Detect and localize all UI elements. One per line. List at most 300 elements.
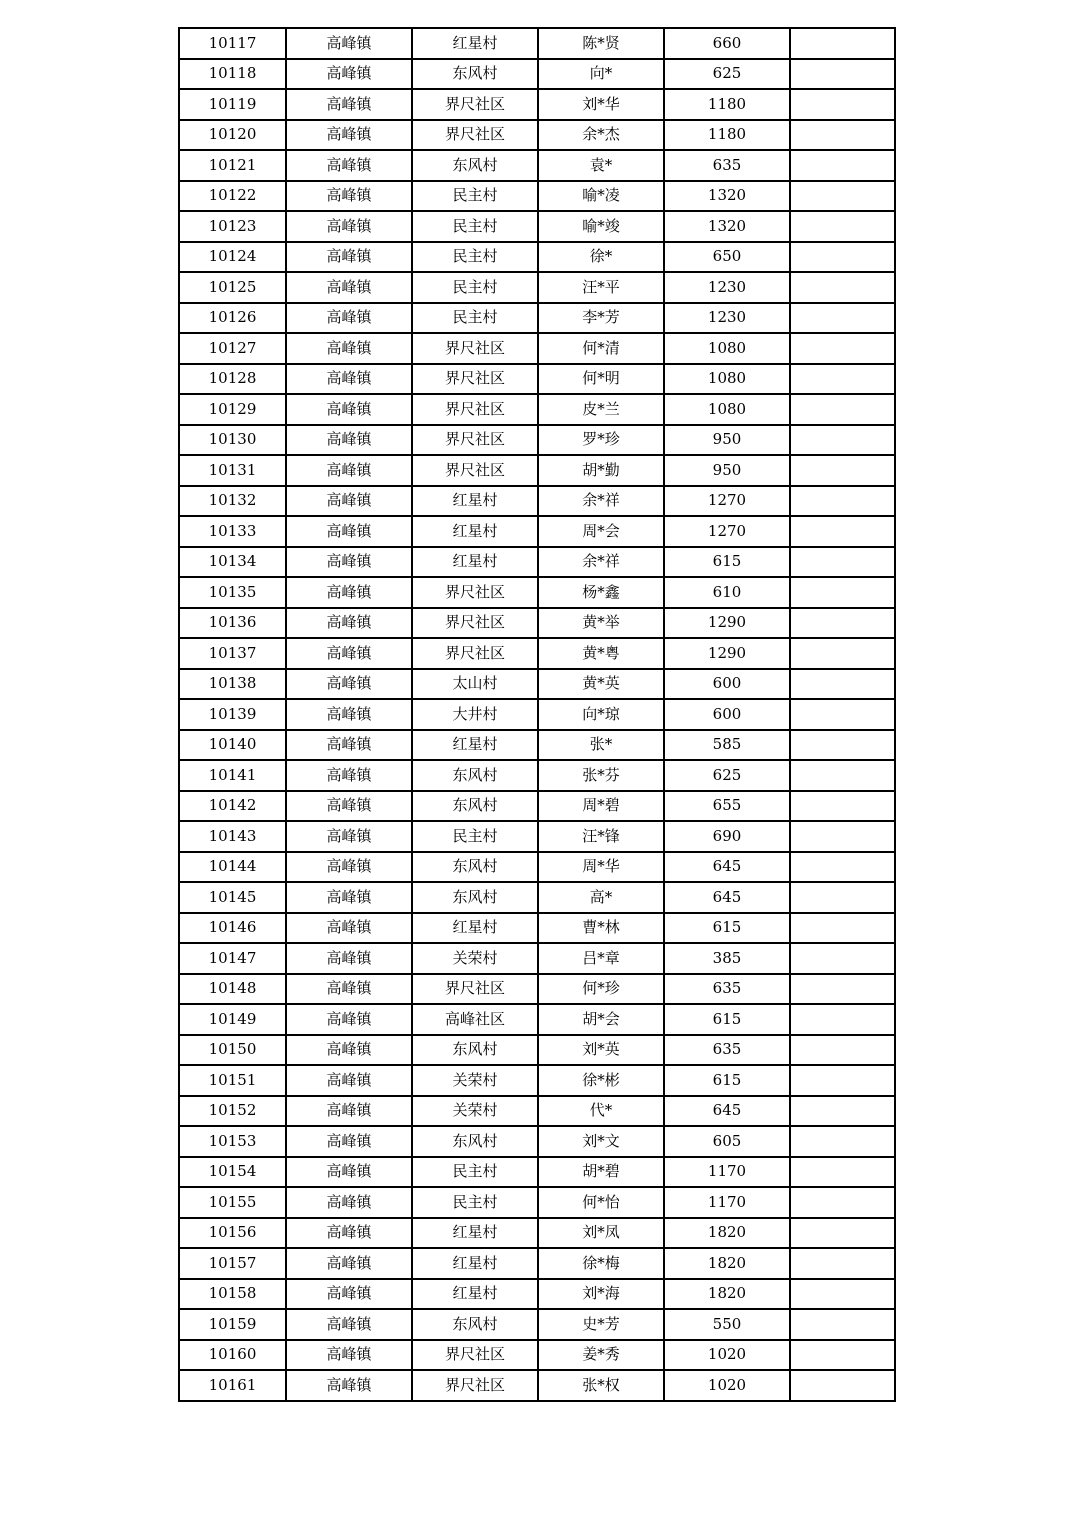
village-cell: 界尺社区 <box>412 638 538 669</box>
table-row <box>179 943 895 974</box>
name-cell: 周*华 <box>538 852 664 883</box>
note-cell <box>790 1340 895 1371</box>
village-cell: 界尺社区 <box>412 974 538 1005</box>
note-cell <box>790 28 895 59</box>
id-cell: 10119 <box>179 89 286 120</box>
name-cell: 刘*华 <box>538 89 664 120</box>
record-table <box>178 27 896 1402</box>
name-cell: 胡*会 <box>538 1004 664 1035</box>
note-cell <box>790 1248 895 1279</box>
note-cell <box>790 1096 895 1127</box>
town-cell: 高峰镇 <box>286 852 412 883</box>
note-cell <box>790 852 895 883</box>
name-cell: 刘*文 <box>538 1126 664 1157</box>
village-cell: 界尺社区 <box>412 608 538 639</box>
table-row <box>179 1035 895 1066</box>
amount-cell: 635 <box>664 150 790 181</box>
town-cell: 高峰镇 <box>286 120 412 151</box>
amount-cell: 1170 <box>664 1157 790 1188</box>
table-row <box>179 730 895 761</box>
name-cell: 刘*英 <box>538 1035 664 1066</box>
town-cell: 高峰镇 <box>286 882 412 913</box>
note-cell <box>790 608 895 639</box>
village-cell: 民主村 <box>412 242 538 273</box>
note-cell <box>790 394 895 425</box>
amount-cell: 1290 <box>664 608 790 639</box>
name-cell: 杨*鑫 <box>538 577 664 608</box>
village-cell: 界尺社区 <box>412 89 538 120</box>
amount-cell: 950 <box>664 455 790 486</box>
note-cell <box>790 791 895 822</box>
village-cell: 红星村 <box>412 516 538 547</box>
town-cell: 高峰镇 <box>286 1309 412 1340</box>
village-cell: 界尺社区 <box>412 1340 538 1371</box>
note-cell <box>790 455 895 486</box>
town-cell: 高峰镇 <box>286 59 412 90</box>
town-cell: 高峰镇 <box>286 577 412 608</box>
amount-cell: 615 <box>664 1065 790 1096</box>
id-cell: 10150 <box>179 1035 286 1066</box>
amount-cell: 1180 <box>664 89 790 120</box>
id-cell: 10140 <box>179 730 286 761</box>
table-row <box>179 1157 895 1188</box>
table-row <box>179 242 895 273</box>
village-cell: 红星村 <box>412 486 538 517</box>
village-cell: 关荣村 <box>412 1065 538 1096</box>
id-cell: 10135 <box>179 577 286 608</box>
note-cell <box>790 943 895 974</box>
note-cell <box>790 1187 895 1218</box>
town-cell: 高峰镇 <box>286 1279 412 1310</box>
village-cell: 红星村 <box>412 1218 538 1249</box>
table-row <box>179 272 895 303</box>
town-cell: 高峰镇 <box>286 760 412 791</box>
note-cell <box>790 1309 895 1340</box>
amount-cell: 600 <box>664 699 790 730</box>
table-row <box>179 486 895 517</box>
name-cell: 吕*章 <box>538 943 664 974</box>
id-cell: 10121 <box>179 150 286 181</box>
amount-cell: 645 <box>664 882 790 913</box>
name-cell: 张*权 <box>538 1370 664 1401</box>
town-cell: 高峰镇 <box>286 1035 412 1066</box>
table-row <box>179 1279 895 1310</box>
note-cell <box>790 1279 895 1310</box>
table-row <box>179 303 895 334</box>
note-cell <box>790 547 895 578</box>
amount-cell: 550 <box>664 1309 790 1340</box>
amount-cell: 1170 <box>664 1187 790 1218</box>
name-cell: 张*芬 <box>538 760 664 791</box>
name-cell: 曹*林 <box>538 913 664 944</box>
amount-cell: 610 <box>664 577 790 608</box>
village-cell: 民主村 <box>412 211 538 242</box>
town-cell: 高峰镇 <box>286 28 412 59</box>
village-cell: 东风村 <box>412 852 538 883</box>
note-cell <box>790 1218 895 1249</box>
village-cell: 民主村 <box>412 821 538 852</box>
note-cell <box>790 882 895 913</box>
name-cell: 何*明 <box>538 364 664 395</box>
village-cell: 大井村 <box>412 699 538 730</box>
village-cell: 红星村 <box>412 913 538 944</box>
village-cell: 东风村 <box>412 791 538 822</box>
table-row <box>179 1218 895 1249</box>
note-cell <box>790 1157 895 1188</box>
name-cell: 徐*梅 <box>538 1248 664 1279</box>
name-cell: 代* <box>538 1096 664 1127</box>
name-cell: 黄*举 <box>538 608 664 639</box>
id-cell: 10157 <box>179 1248 286 1279</box>
town-cell: 高峰镇 <box>286 608 412 639</box>
id-cell: 10153 <box>179 1126 286 1157</box>
village-cell: 东风村 <box>412 1309 538 1340</box>
town-cell: 高峰镇 <box>286 791 412 822</box>
id-cell: 10139 <box>179 699 286 730</box>
amount-cell: 655 <box>664 791 790 822</box>
table-row <box>179 455 895 486</box>
name-cell: 皮*兰 <box>538 394 664 425</box>
town-cell: 高峰镇 <box>286 1187 412 1218</box>
amount-cell: 600 <box>664 669 790 700</box>
note-cell <box>790 1126 895 1157</box>
village-cell: 高峰社区 <box>412 1004 538 1035</box>
village-cell: 红星村 <box>412 1248 538 1279</box>
town-cell: 高峰镇 <box>286 669 412 700</box>
town-cell: 高峰镇 <box>286 333 412 364</box>
note-cell <box>790 821 895 852</box>
village-cell: 红星村 <box>412 730 538 761</box>
table-row <box>179 852 895 883</box>
town-cell: 高峰镇 <box>286 1248 412 1279</box>
table-row <box>179 821 895 852</box>
table-row <box>179 1370 895 1401</box>
table-row <box>179 882 895 913</box>
id-cell: 10147 <box>179 943 286 974</box>
table-row <box>179 28 895 59</box>
note-cell <box>790 974 895 1005</box>
id-cell: 10154 <box>179 1157 286 1188</box>
id-cell: 10145 <box>179 882 286 913</box>
name-cell: 汪*平 <box>538 272 664 303</box>
table-row <box>179 577 895 608</box>
village-cell: 民主村 <box>412 181 538 212</box>
id-cell: 10126 <box>179 303 286 334</box>
id-cell: 10134 <box>179 547 286 578</box>
town-cell: 高峰镇 <box>286 181 412 212</box>
table-row <box>179 120 895 151</box>
town-cell: 高峰镇 <box>286 272 412 303</box>
id-cell: 10136 <box>179 608 286 639</box>
table-row <box>179 547 895 578</box>
note-cell <box>790 59 895 90</box>
name-cell: 汪*锋 <box>538 821 664 852</box>
amount-cell: 1230 <box>664 272 790 303</box>
village-cell: 太山村 <box>412 669 538 700</box>
name-cell: 胡*碧 <box>538 1157 664 1188</box>
town-cell: 高峰镇 <box>286 211 412 242</box>
amount-cell: 635 <box>664 974 790 1005</box>
name-cell: 徐*彬 <box>538 1065 664 1096</box>
village-cell: 界尺社区 <box>412 1370 538 1401</box>
name-cell: 余*杰 <box>538 120 664 151</box>
id-cell: 10138 <box>179 669 286 700</box>
table-row <box>179 1004 895 1035</box>
id-cell: 10146 <box>179 913 286 944</box>
amount-cell: 1320 <box>664 211 790 242</box>
table-row <box>179 1248 895 1279</box>
note-cell <box>790 303 895 334</box>
id-cell: 10130 <box>179 425 286 456</box>
note-cell <box>790 1370 895 1401</box>
name-cell: 陈*贤 <box>538 28 664 59</box>
note-cell <box>790 272 895 303</box>
id-cell: 10125 <box>179 272 286 303</box>
id-cell: 10132 <box>179 486 286 517</box>
note-cell <box>790 120 895 151</box>
village-cell: 界尺社区 <box>412 577 538 608</box>
table-row <box>179 1065 895 1096</box>
note-cell <box>790 669 895 700</box>
id-cell: 10127 <box>179 333 286 364</box>
village-cell: 界尺社区 <box>412 364 538 395</box>
village-cell: 东风村 <box>412 882 538 913</box>
amount-cell: 660 <box>664 28 790 59</box>
name-cell: 张* <box>538 730 664 761</box>
village-cell: 东风村 <box>412 59 538 90</box>
amount-cell: 635 <box>664 1035 790 1066</box>
town-cell: 高峰镇 <box>286 547 412 578</box>
name-cell: 姜*秀 <box>538 1340 664 1371</box>
village-cell: 东风村 <box>412 760 538 791</box>
amount-cell: 605 <box>664 1126 790 1157</box>
table-row <box>179 1309 895 1340</box>
town-cell: 高峰镇 <box>286 699 412 730</box>
id-cell: 10133 <box>179 516 286 547</box>
note-cell <box>790 1065 895 1096</box>
name-cell: 袁* <box>538 150 664 181</box>
table-row <box>179 1126 895 1157</box>
amount-cell: 615 <box>664 913 790 944</box>
table-row <box>179 913 895 944</box>
note-cell <box>790 211 895 242</box>
table-row <box>179 669 895 700</box>
town-cell: 高峰镇 <box>286 1370 412 1401</box>
id-cell: 10124 <box>179 242 286 273</box>
amount-cell: 645 <box>664 1096 790 1127</box>
table-row <box>179 425 895 456</box>
table-row <box>179 333 895 364</box>
village-cell: 民主村 <box>412 303 538 334</box>
id-cell: 10141 <box>179 760 286 791</box>
name-cell: 刘*海 <box>538 1279 664 1310</box>
table-row <box>179 516 895 547</box>
village-cell: 关荣村 <box>412 943 538 974</box>
table-row <box>179 59 895 90</box>
amount-cell: 690 <box>664 821 790 852</box>
village-cell: 民主村 <box>412 1157 538 1188</box>
town-cell: 高峰镇 <box>286 455 412 486</box>
name-cell: 向* <box>538 59 664 90</box>
note-cell <box>790 638 895 669</box>
id-cell: 10161 <box>179 1370 286 1401</box>
village-cell: 关荣村 <box>412 1096 538 1127</box>
table-row <box>179 211 895 242</box>
note-cell <box>790 760 895 791</box>
id-cell: 10117 <box>179 28 286 59</box>
name-cell: 黄*英 <box>538 669 664 700</box>
town-cell: 高峰镇 <box>286 1218 412 1249</box>
village-cell: 民主村 <box>412 1187 538 1218</box>
note-cell <box>790 577 895 608</box>
name-cell: 罗*珍 <box>538 425 664 456</box>
town-cell: 高峰镇 <box>286 364 412 395</box>
amount-cell: 1820 <box>664 1248 790 1279</box>
note-cell <box>790 1035 895 1066</box>
note-cell <box>790 1004 895 1035</box>
note-cell <box>790 333 895 364</box>
id-cell: 10137 <box>179 638 286 669</box>
id-cell: 10160 <box>179 1340 286 1371</box>
amount-cell: 1320 <box>664 181 790 212</box>
town-cell: 高峰镇 <box>286 1004 412 1035</box>
table-row <box>179 699 895 730</box>
amount-cell: 1270 <box>664 486 790 517</box>
note-cell <box>790 730 895 761</box>
id-cell: 10148 <box>179 974 286 1005</box>
village-cell: 红星村 <box>412 1279 538 1310</box>
amount-cell: 1270 <box>664 516 790 547</box>
table-row <box>179 1340 895 1371</box>
id-cell: 10128 <box>179 364 286 395</box>
id-cell: 10144 <box>179 852 286 883</box>
amount-cell: 385 <box>664 943 790 974</box>
village-cell: 界尺社区 <box>412 425 538 456</box>
id-cell: 10120 <box>179 120 286 151</box>
id-cell: 10143 <box>179 821 286 852</box>
amount-cell: 950 <box>664 425 790 456</box>
id-cell: 10156 <box>179 1218 286 1249</box>
name-cell: 李*芳 <box>538 303 664 334</box>
amount-cell: 1290 <box>664 638 790 669</box>
village-cell: 红星村 <box>412 547 538 578</box>
town-cell: 高峰镇 <box>286 1340 412 1371</box>
id-cell: 10149 <box>179 1004 286 1035</box>
name-cell: 黄*粤 <box>538 638 664 669</box>
town-cell: 高峰镇 <box>286 303 412 334</box>
name-cell: 何*清 <box>538 333 664 364</box>
amount-cell: 1180 <box>664 120 790 151</box>
amount-cell: 645 <box>664 852 790 883</box>
id-cell: 10151 <box>179 1065 286 1096</box>
name-cell: 周*碧 <box>538 791 664 822</box>
amount-cell: 1080 <box>664 333 790 364</box>
town-cell: 高峰镇 <box>286 1157 412 1188</box>
note-cell <box>790 364 895 395</box>
town-cell: 高峰镇 <box>286 974 412 1005</box>
town-cell: 高峰镇 <box>286 242 412 273</box>
note-cell <box>790 516 895 547</box>
village-cell: 东风村 <box>412 1126 538 1157</box>
town-cell: 高峰镇 <box>286 638 412 669</box>
amount-cell: 650 <box>664 242 790 273</box>
amount-cell: 615 <box>664 1004 790 1035</box>
amount-cell: 1230 <box>664 303 790 334</box>
name-cell: 高* <box>538 882 664 913</box>
amount-cell: 1820 <box>664 1279 790 1310</box>
note-cell <box>790 150 895 181</box>
village-cell: 界尺社区 <box>412 455 538 486</box>
table-row <box>179 760 895 791</box>
name-cell: 向*琼 <box>538 699 664 730</box>
table-row <box>179 394 895 425</box>
name-cell: 喻*凌 <box>538 181 664 212</box>
note-cell <box>790 425 895 456</box>
name-cell: 何*珍 <box>538 974 664 1005</box>
amount-cell: 615 <box>664 547 790 578</box>
id-cell: 10152 <box>179 1096 286 1127</box>
name-cell: 徐* <box>538 242 664 273</box>
table-row <box>179 608 895 639</box>
id-cell: 10129 <box>179 394 286 425</box>
town-cell: 高峰镇 <box>286 821 412 852</box>
name-cell: 刘*凤 <box>538 1218 664 1249</box>
town-cell: 高峰镇 <box>286 1096 412 1127</box>
name-cell: 何*怡 <box>538 1187 664 1218</box>
amount-cell: 625 <box>664 760 790 791</box>
id-cell: 10142 <box>179 791 286 822</box>
town-cell: 高峰镇 <box>286 730 412 761</box>
table-row <box>179 1096 895 1127</box>
town-cell: 高峰镇 <box>286 150 412 181</box>
town-cell: 高峰镇 <box>286 1126 412 1157</box>
amount-cell: 1080 <box>664 394 790 425</box>
town-cell: 高峰镇 <box>286 913 412 944</box>
town-cell: 高峰镇 <box>286 394 412 425</box>
name-cell: 史*芳 <box>538 1309 664 1340</box>
table-row <box>179 181 895 212</box>
id-cell: 10118 <box>179 59 286 90</box>
id-cell: 10122 <box>179 181 286 212</box>
name-cell: 胡*勤 <box>538 455 664 486</box>
id-cell: 10155 <box>179 1187 286 1218</box>
village-cell: 界尺社区 <box>412 120 538 151</box>
village-cell: 界尺社区 <box>412 333 538 364</box>
name-cell: 周*会 <box>538 516 664 547</box>
amount-cell: 625 <box>664 59 790 90</box>
note-cell <box>790 913 895 944</box>
village-cell: 东风村 <box>412 150 538 181</box>
town-cell: 高峰镇 <box>286 943 412 974</box>
village-cell: 红星村 <box>412 28 538 59</box>
table-row <box>179 364 895 395</box>
id-cell: 10123 <box>179 211 286 242</box>
name-cell: 余*祥 <box>538 486 664 517</box>
table-row <box>179 89 895 120</box>
amount-cell: 1020 <box>664 1370 790 1401</box>
note-cell <box>790 89 895 120</box>
village-cell: 东风村 <box>412 1035 538 1066</box>
amount-cell: 1020 <box>664 1340 790 1371</box>
name-cell: 喻*竣 <box>538 211 664 242</box>
id-cell: 10159 <box>179 1309 286 1340</box>
table-body <box>179 28 895 1401</box>
name-cell: 余*祥 <box>538 547 664 578</box>
note-cell <box>790 242 895 273</box>
table-row <box>179 638 895 669</box>
note-cell <box>790 486 895 517</box>
id-cell: 10158 <box>179 1279 286 1310</box>
